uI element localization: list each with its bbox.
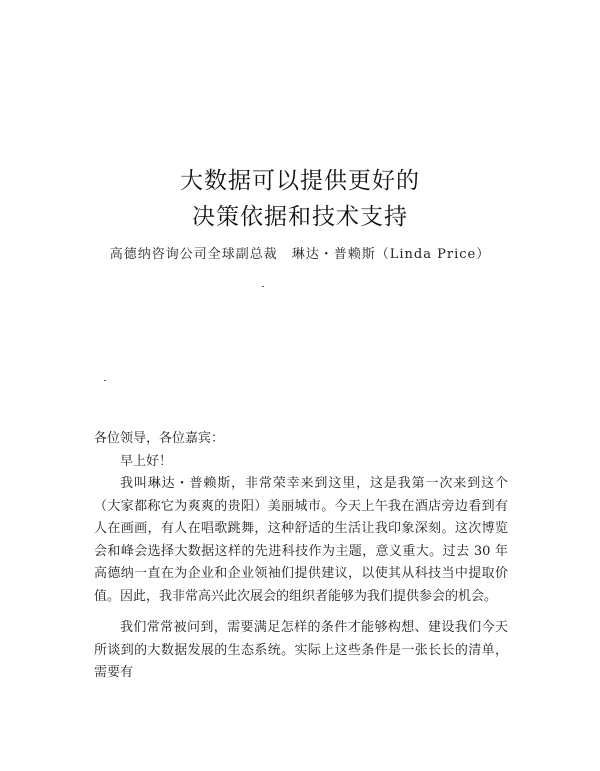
- body-paragraph-2: 我们常常被问到，需要满足怎样的条件才能够构想、建设我们今天所谈到的大数据发展的生态系统。实际上这些条件是一张长长的清单，需要有: [94, 620, 508, 680]
- greeting: 早上好！: [120, 453, 173, 469]
- paragraph-gap: [94, 608, 508, 617]
- document-body: [94, 428, 508, 685]
- document-title-line-2: 决策依据和技术支持: [192, 204, 408, 230]
- salutation: 各位领导，各位嘉宾：: [94, 431, 225, 446]
- scan-speck: [262, 286, 264, 287]
- body-paragraph-1: 我叫琳达・普赖斯，非常荣幸来到这里，这是我第一次来到这个（大家都称它为爽爽的贵阳）美丽城市。今天上午我在酒店旁边看到有人在画画，有人在唱歌跳舞，这种舒适的生活让我印象深刻。这次博览会和峰会选择大数据这样的先进科技作为主题，意义重大。过去 30 年高德纳一直在为企业和企业领袖们提供建议，以使其从科技当中提取价值。因此，我非常高兴此次展会的组织者能够为我们提供参会的机会。: [94, 476, 508, 604]
- scan-speck: [104, 380, 106, 381]
- document-title-line-1: 大数据可以提供更好的: [180, 168, 420, 194]
- author-byline: 高德纳咨询公司全球副总裁 琳达・普赖斯（Linda Price）: [109, 247, 491, 262]
